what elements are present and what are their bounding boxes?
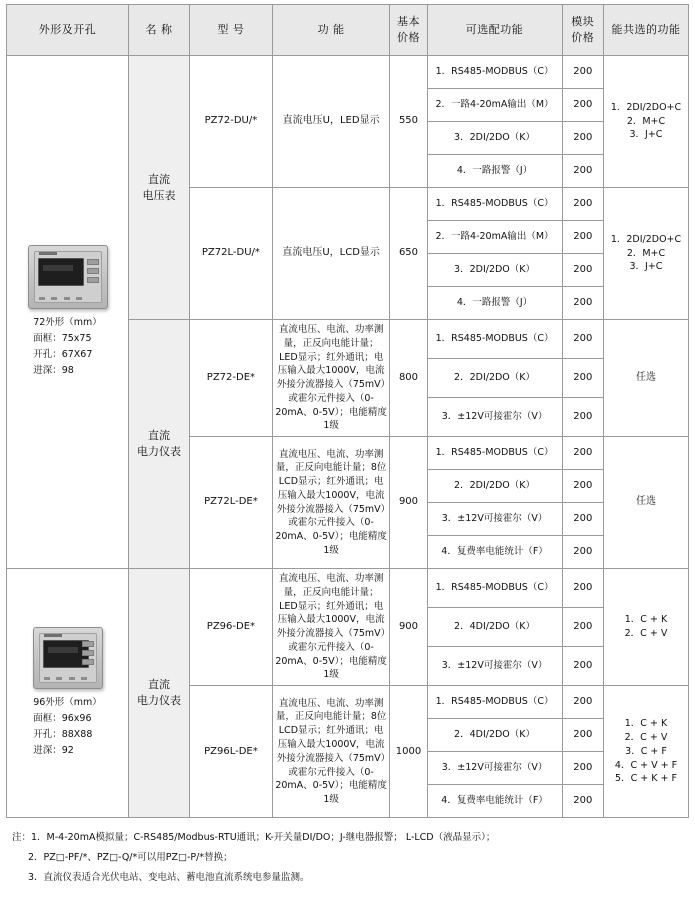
shape-line: 开孔：67X67 [33,349,93,361]
option-label: 3．±12V可接霍尔（V） [427,503,562,536]
option-label: 3．2DI/2DO（K） [427,254,562,287]
module-price: 200 [562,752,603,785]
module-price: 200 [562,470,603,503]
module-price: 200 [562,719,603,752]
option-label: 2．一路4-20mA输出（M） [427,221,562,254]
combo-line: 1．2DI/2DO+C [610,233,682,245]
footnote-2: 2．PZ□-PF/*、PZ□-Q/*可以用PZ□-P/*替换； [28,852,233,864]
group-name-line: 电力仪表 [137,694,182,708]
shape-cell-96 [7,569,129,818]
shape-text-96 [33,695,102,760]
option-label: 4．复费率电能统计（F） [427,785,562,818]
shape-line: 面框：96x96 [33,713,92,725]
module-price: 200 [562,569,603,608]
module-price: 200 [562,287,603,320]
option-label: 2．2DI/2DO（K） [427,359,562,398]
model-cell: PZ96-DE* [190,569,273,686]
option-label: 4．复费率电能统计（F） [427,536,562,569]
module-price: 200 [562,56,603,89]
option-label: 4．一路报警（J） [427,287,562,320]
shape-line: 进深：98 [33,365,74,377]
group-name-dc-power-meter-96 [129,569,190,818]
model-cell: PZ96L-DE* [190,686,273,818]
combo-line: 2．C + V [624,628,668,640]
group-name-line: 电压表 [142,188,176,202]
group-name-dc-voltmeter [129,56,190,320]
base-price-cell: 900 [390,569,427,686]
option-label: 2．4DI/2DO（K） [427,608,562,647]
header-base-price [390,5,427,56]
group-name-line: 直流 [148,429,171,443]
combo-line: 2．M+C [626,247,666,259]
header-module-price-line1: 模块 [571,15,595,29]
footnote-1: 注：1．M-4-20mA模拟量；C-RS485/Modbus-RTU通讯；K-开关量DI/DO；J-继电器报警； L-LCD（液晶显示）； [12,832,496,844]
base-price-cell: 900 [390,437,427,569]
combo-line: 3．J+C [629,261,663,273]
option-label: 1．RS485-MODBUS（C） [427,188,562,221]
option-label: 3．2DI/2DO（K） [427,122,562,155]
option-label: 1．RS485-MODBUS（C） [427,569,562,608]
function-cell: 直流电压U，LED显示 [272,56,390,188]
module-price: 200 [562,221,603,254]
combo-line: 1．2DI/2DO+C [610,101,682,113]
combo-line: 3．J+C [629,129,663,141]
function-cell: 直流电压、电流、功率测量，正反向电能计量；LED显示；红外通讯；电压输入最大1000V，电流外接分流器接入（75mV）或霍尔元件接入（0-20mA、0-5V）；电能精度1级 [272,569,390,686]
model-cell: PZ72L-DU/* [190,188,273,320]
shape-line: 进深：92 [33,745,74,757]
combo-cell [603,686,688,818]
shape-cell-72 [7,56,129,569]
group-name-dc-power-meter-72 [129,320,190,569]
option-label: 1．RS485-MODBUS（C） [427,56,562,89]
base-price-cell: 550 [390,56,427,188]
header-base-price-line2: 价格 [396,31,420,44]
module-price: 200 [562,536,603,569]
option-label: 1．RS485-MODBUS（C） [427,320,562,359]
shape-line: 72外形（mm） [33,316,102,328]
header-base-price-line1: 基本 [396,15,420,29]
panel-meter-icon [33,627,103,689]
option-label: 1．RS485-MODBUS（C） [427,437,562,470]
header-shape: 外形及开孔 [7,5,129,56]
shape-text-72 [33,315,102,380]
combo-line: 2．C + V [624,732,668,744]
combo-line: 3．C + F [625,745,667,757]
function-cell: 直流电压、电流、功率测量，正反向电能计量；LED显示；红外通讯；电压输入最大1000V，电流外接分流器接入（75mV）或霍尔元件接入（0-20mA、0-5V）；电能精度1级 [272,320,390,437]
option-label: 4．一路报警（J） [427,155,562,188]
function-cell: 直流电压、电流、功率测量，正反向电能计量；8位LCD显示；红外通讯；电压输入最大1000V，电流外接分流器接入（75mV）或霍尔元件接入（0-20mA、0-5V）；电能精度1级 [272,437,390,569]
product-spec-table [6,4,689,818]
module-price: 200 [562,122,603,155]
module-price: 200 [562,503,603,536]
combo-line: 5．C + K + F [615,773,677,785]
option-label: 3．±12V可接霍尔（V） [427,398,562,437]
model-cell: PZ72-DU/* [190,56,273,188]
shape-line: 开孔：88X88 [33,729,93,741]
combo-line: 1．C + K [624,614,668,626]
module-price: 200 [562,785,603,818]
header-module-price [562,5,603,56]
footnote-3: 3．直流仪表适合光伏电站、变电站、蓄电池直流系统电参量监测。 [28,872,310,884]
option-label: 2．一路4-20mA输出（M） [427,89,562,122]
base-price-cell: 800 [390,320,427,437]
header-function: 功 能 [272,5,390,56]
function-cell: 直流电压、电流、功率测量，正反向电能计量；8位LCD显示；红外通讯；电压输入最大1000V，电流外接分流器接入（75mV）或霍尔元件接入（0-20mA、0-5V）；电能精度1级 [272,686,390,818]
module-price: 200 [562,254,603,287]
module-price: 200 [562,359,603,398]
table-row [7,569,689,608]
model-cell: PZ72-DE* [190,320,273,437]
footnotes [12,828,695,888]
module-price: 200 [562,647,603,686]
table-body [7,56,689,818]
header-optional: 可选配功能 [427,5,562,56]
module-price: 200 [562,155,603,188]
module-price: 200 [562,188,603,221]
base-price-cell: 1000 [390,686,427,818]
header-model: 型 号 [190,5,273,56]
panel-meter-icon [28,245,108,309]
header-name: 名 称 [129,5,190,56]
combo-line: 1．C + K [624,718,668,730]
module-price: 200 [562,437,603,470]
combo-line: 2．M+C [626,115,666,127]
model-cell: PZ72L-DE* [190,437,273,569]
module-price: 200 [562,398,603,437]
combo-cell [603,56,688,188]
option-label: 2．4DI/2DO（K） [427,719,562,752]
combo-cell [603,188,688,320]
module-price: 200 [562,89,603,122]
header-combo: 能共选的功能 [603,5,688,56]
group-name-line: 直流 [148,678,171,692]
module-price: 200 [562,686,603,719]
option-label: 3．±12V可接霍尔（V） [427,647,562,686]
header-module-price-line2: 价格 [571,31,595,44]
combo-cell [603,569,688,686]
combo-cell: 任选 [603,437,688,569]
table-row [7,56,689,89]
module-price: 200 [562,608,603,647]
combo-line: 4．C + V + F [614,759,678,771]
group-name-line: 电力仪表 [137,445,182,459]
shape-line: 面框：75x75 [33,332,92,344]
option-label: 3．±12V可接霍尔（V） [427,752,562,785]
shape-line: 96外形（mm） [33,696,102,708]
header-row [7,5,689,56]
function-cell: 直流电压U，LCD显示 [272,188,390,320]
table-header [7,5,689,56]
group-name-line: 直流 [148,172,171,186]
option-label: 1．RS485-MODBUS（C） [427,686,562,719]
module-price: 200 [562,320,603,359]
combo-cell: 任选 [603,320,688,437]
base-price-cell: 650 [390,188,427,320]
option-label: 2．2DI/2DO（K） [427,470,562,503]
